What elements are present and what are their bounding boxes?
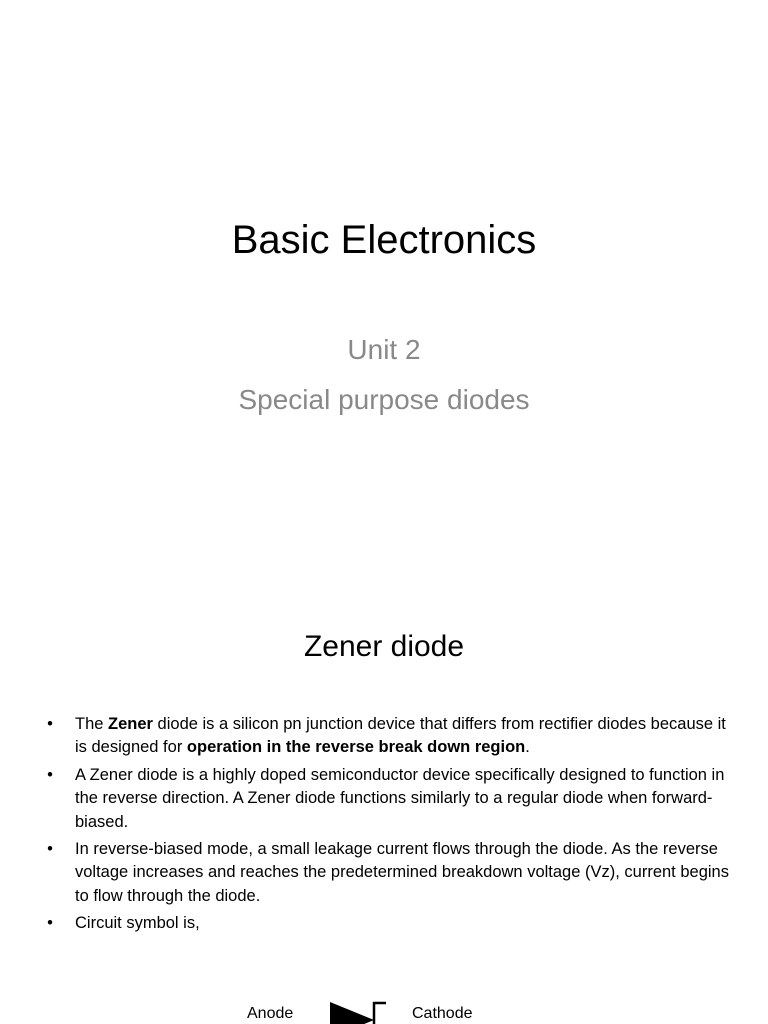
bullet-bold-text: operation in the reverse break down region (186, 738, 526, 757)
slide-title: Zener diode (303, 630, 465, 663)
diode-triangle (330, 1002, 374, 1024)
bullet-item (0, 912, 768, 935)
bullet-text: In reverse-biased mode, a small leakage current flows through the diode. As the reverse voltage increases and reaches the predetermined breakdown voltage (Vz), current begins to flow through the diode. (75, 840, 729, 905)
bullet-text: The (75, 715, 109, 733)
bullet-list (0, 713, 768, 940)
bullet-dot: • (47, 715, 53, 733)
bullet-text: . (525, 738, 530, 757)
bullet-text: Circuit symbol is, (75, 914, 200, 933)
bullet-dot: • (47, 840, 53, 859)
bullet-text: diode is a silicon pn junction device that differs from rectifier diodes because it is designed for (75, 715, 726, 757)
zener-diode-symbol-icon (240, 984, 490, 1024)
bullet-item (0, 764, 768, 834)
topic-subtitle: Special purpose diodes (238, 384, 530, 415)
bullet-bold-text: Zener (108, 715, 153, 733)
bullet-dot: • (47, 914, 53, 933)
unit-subtitle: Unit 2 (347, 334, 421, 365)
bullet-dot: • (47, 765, 53, 784)
bullet-item (0, 713, 768, 760)
bullet-item (0, 838, 768, 908)
deck-title: Basic Electronics (231, 218, 537, 262)
anode-label: Anode (247, 1005, 294, 1022)
cathode-label: Cathode (412, 1005, 473, 1022)
zener-diode-slide (0, 576, 768, 1024)
bullet-text: A Zener diode is a highly doped semiconductor device specifically designed to function in the reverse direction. A Zener diode functions similarly to a regular diode when forward-biased. (75, 765, 725, 831)
